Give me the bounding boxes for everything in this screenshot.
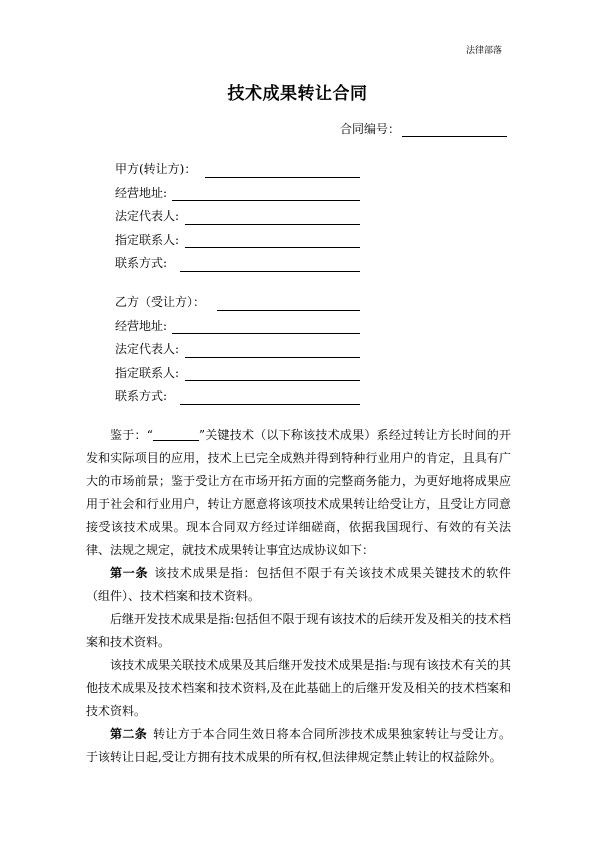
- contract-number-blank: [402, 123, 507, 137]
- article-paragraph: [86, 654, 511, 723]
- article-paragraph: [86, 723, 511, 769]
- party-a-address-blank: [172, 200, 360, 201]
- party-a-section: [115, 160, 360, 278]
- party-a-name-blank: [205, 177, 360, 178]
- party-b-contact-person-blank: [185, 380, 360, 381]
- party-a-contact-method-blank: [180, 271, 360, 272]
- technology-name-blank: [153, 427, 199, 441]
- contract-number-field: [340, 120, 507, 137]
- party-b-contact-person-label: 指定联系人:: [115, 365, 180, 380]
- party-b-contact-method-blank: [180, 404, 360, 405]
- article-text: 该技术成果关联技术成果及其后继开发技术成果是指:与现有该技术有关的其他技术成果及技术档案和技术资料,及在此基础上的后继开发及相关的技术档案和技术资料。: [86, 658, 511, 718]
- party-a-heading: 甲方(转让方)：: [115, 162, 197, 176]
- article-number: 第二条: [110, 727, 148, 741]
- party-b-address-blank: [172, 333, 360, 334]
- article-text: 转让方于本合同生效日将本合同所涉技术成果独家转让与受让方。于该转让日起,受让方拥有技术成果的所有权,但法律规定禁止转让的权益除外。: [86, 727, 511, 764]
- party-b-name-blank: [217, 310, 360, 311]
- party-a-contact-method-label: 联系方式:: [115, 256, 168, 270]
- article-number: 第一条: [110, 566, 149, 580]
- party-b-legal-rep-label: 法定代表人:: [115, 342, 180, 356]
- article-text: 该技术成果是指：包括但不限于有关该技术成果关键技术的软件（组件）、技术档案和技术资料。: [86, 566, 511, 603]
- article-text: 后继开发技术成果是指:包括但不限于现有该技术的后续开发及相关的技术档案和技术资料。: [86, 612, 511, 649]
- party-a-legal-rep-blank: [185, 224, 360, 225]
- party-a-legal-rep-label: 法定代表人:: [115, 209, 180, 223]
- party-b-heading: 乙方（受让方）：: [115, 295, 206, 309]
- contract-body: [86, 424, 511, 769]
- article-paragraph: [86, 562, 511, 608]
- party-b-contact-method-label: 联系方式:: [115, 389, 168, 403]
- party-b-section: [115, 293, 360, 411]
- party-b-address-label: 经营地址:: [115, 318, 168, 333]
- contract-number-label: 合同编号：: [340, 122, 401, 136]
- preamble-lead: 鉴于：“: [110, 428, 153, 442]
- party-a-contact-person-label: 指定联系人:: [115, 232, 180, 247]
- preamble-text: ”关键技术（以下称该技术成果）系经过转让方长时间的开发和实际项目的应用，技术上已完全成熟并得到特种行业用户的肯定，且具有广大的市场前景；鉴于受让方在市场开拓方面的完整商务能力，为更好地将成果应用于社会和行业用户，转让方愿意将该项技术成果转让给受让方，且受让方同意接受该技术成果。现本合同双方经过详细磋商，依据我国现行、有效的有关法律、法规之规定，就技术成果转让事宜达成协议如下：: [86, 428, 511, 557]
- document-title: 技术成果转让合同: [227, 84, 368, 104]
- article-paragraph: [86, 608, 511, 654]
- header-source: 法律部落: [465, 46, 502, 56]
- party-a-contact-person-blank: [185, 247, 360, 248]
- party-b-legal-rep-blank: [185, 357, 360, 358]
- preamble-paragraph: [86, 424, 511, 562]
- party-a-address-label: 经营地址:: [115, 185, 168, 200]
